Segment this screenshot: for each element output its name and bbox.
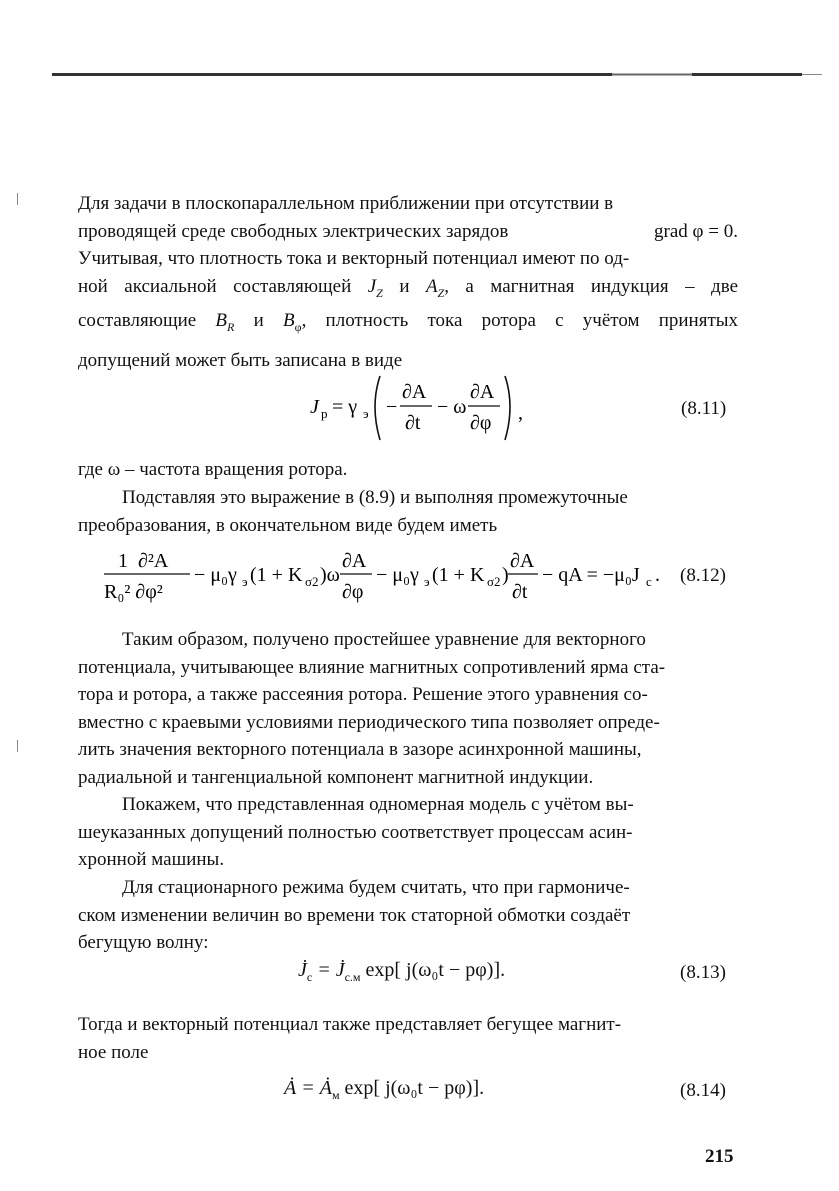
paragraph-7	[78, 1011, 738, 1066]
eq-term: (1 + K	[250, 564, 303, 586]
eq-sub: с	[306, 970, 313, 984]
eq-sub: э	[424, 574, 430, 589]
text-line: шеуказанных допущений полностью соответствует процессам асин-	[78, 821, 633, 843]
eq-sub: р	[321, 406, 328, 421]
eq-lhs: J	[310, 396, 319, 418]
equation-8-14	[284, 1077, 484, 1103]
text-line: бегущую волну:	[78, 932, 209, 953]
eq-sub: э	[363, 406, 369, 421]
symbol-J: J	[367, 275, 377, 297]
eq-num: 1	[118, 550, 128, 572]
eq-num: ∂A	[470, 381, 495, 403]
equation-svg	[102, 540, 662, 610]
paragraph-5	[78, 791, 738, 874]
subscript: φ	[294, 319, 302, 334]
eq-sub: σ2	[305, 574, 319, 589]
eq-sub: м	[331, 1088, 340, 1102]
eq-term: (1 + K	[432, 564, 485, 586]
eq-comma: ,	[518, 402, 523, 424]
eq-sub: с	[646, 574, 652, 589]
eq-term: − qA = −μ₀J	[542, 564, 640, 586]
symbol-B: B	[283, 309, 295, 331]
left-paren	[375, 376, 380, 440]
text-line: ском изменении величин во времени ток статорной обмотки создаёт	[78, 904, 631, 926]
text-span: ной аксиальной составляющей	[78, 275, 352, 297]
text-line: Для стационарного режима будем считать, что при гармониче-	[122, 877, 630, 898]
eq-term: = J̇	[312, 959, 345, 981]
equation-8-11	[310, 366, 540, 446]
inline-formula: grad φ = 0.	[654, 220, 738, 242]
eq-term: )	[502, 564, 509, 586]
eq-den: ∂φ	[470, 412, 492, 434]
equation-8-13	[298, 959, 505, 985]
symbol-B: B	[215, 309, 228, 331]
paragraph-3	[78, 484, 738, 539]
text-line: Тогда и векторный потенциал также представляет бегущее магнит-	[78, 1014, 622, 1035]
paragraph-2	[78, 456, 738, 484]
text-line	[78, 218, 738, 246]
text-span: , плотность тока ротора с учётом принятых	[301, 309, 739, 331]
subscript: R	[227, 319, 235, 334]
eq-den: ∂t	[405, 412, 421, 434]
equation-number: (8.13)	[680, 962, 726, 983]
eq-term: )ω	[320, 564, 340, 586]
eq-num: ∂A	[402, 381, 427, 403]
text-span: и	[399, 275, 410, 297]
equation-number: (8.12)	[680, 565, 726, 586]
text-line: вместно с краевыми условиями периодического типа позволяет опреде-	[78, 711, 660, 733]
text-span: проводящей среде свободных электрических зарядов	[78, 220, 509, 242]
equation-8-12	[102, 540, 662, 610]
equation-svg	[310, 366, 540, 446]
equation-number: (8.14)	[680, 1080, 726, 1101]
text-line: потенциала, учитывающее влияние магнитных сопротивлений ярма ста-	[78, 656, 666, 678]
text-span: составляющие	[78, 309, 197, 331]
text-line: Подставляя это выражение в (8.9) и выполняя промежуточные	[122, 487, 628, 508]
eq-term: − μ₀γ	[376, 564, 419, 586]
text-line: тора и ротора, а также рассеяния ротора. Решение этого уравнения со-	[78, 684, 648, 705]
subscript: Z	[437, 285, 445, 300]
text-line	[78, 307, 738, 341]
eq-den: ∂t	[512, 581, 528, 603]
text-line	[78, 273, 738, 307]
paragraph-4	[78, 626, 738, 791]
text-line: Таким образом, получено простейшее уравнение для векторного	[122, 629, 646, 650]
eq-term: − μ₀γ	[194, 564, 237, 586]
right-paren	[505, 376, 510, 440]
eq-num: ∂A	[342, 550, 367, 572]
eq-sub: с.м	[344, 970, 361, 984]
text-line: ное поле	[78, 1041, 149, 1063]
scan-margin-mark	[17, 740, 18, 752]
text-line: допущений может быть записана в виде	[78, 350, 403, 372]
symbol-A: A	[425, 275, 438, 297]
eq-den: R₀² ∂φ²	[104, 581, 163, 603]
scan-header-rule	[52, 72, 822, 77]
text-span: и	[253, 309, 264, 331]
text-line: Для задачи в плоскопараллельном приближении при отсутствии в	[78, 193, 614, 214]
page-number: 215	[705, 1146, 734, 1167]
eq-num: ∂A	[510, 550, 535, 572]
scan-margin-mark	[17, 193, 18, 205]
text-line: хронной машины.	[78, 849, 225, 870]
eq-lhs: J̇	[298, 959, 307, 981]
eq-sub: э	[242, 574, 248, 589]
eq-term: .	[655, 564, 660, 586]
eq-term: exp[ j(ω₀t − pφ)].	[339, 1077, 485, 1099]
eq-lhs: Ȧ = Ȧ	[284, 1077, 332, 1099]
eq-omega: − ω	[437, 396, 467, 418]
text-line: где ω – частота вращения ротора.	[78, 459, 348, 480]
equation-number: (8.11)	[681, 398, 727, 419]
subscript: Z	[376, 285, 383, 300]
paragraph-6	[78, 874, 738, 957]
eq-gamma: = γ	[332, 396, 358, 418]
text-line: лить значения векторного потенциала в зазоре асинхронной машины,	[78, 739, 642, 760]
paragraph-1	[78, 190, 738, 375]
text-span: , а магнитная индукция – две	[444, 275, 739, 297]
text-line: радиальной и тангенциальной компонент магнитной индукции.	[78, 766, 594, 788]
eq-term: exp[ j(ω₀t − pφ)].	[360, 959, 506, 981]
eq-minus: −	[386, 396, 398, 418]
eq-num: ∂²A	[138, 550, 169, 572]
eq-sub: σ2	[487, 574, 501, 589]
eq-den: ∂φ	[342, 581, 364, 603]
text-line: преобразования, в окончательном виде будем иметь	[78, 514, 498, 536]
text-line: Учитывая, что плотность тока и векторный потенциал имеют по од-	[78, 248, 630, 269]
text-line: Покажем, что представленная одномерная модель с учётом вы-	[122, 794, 634, 815]
